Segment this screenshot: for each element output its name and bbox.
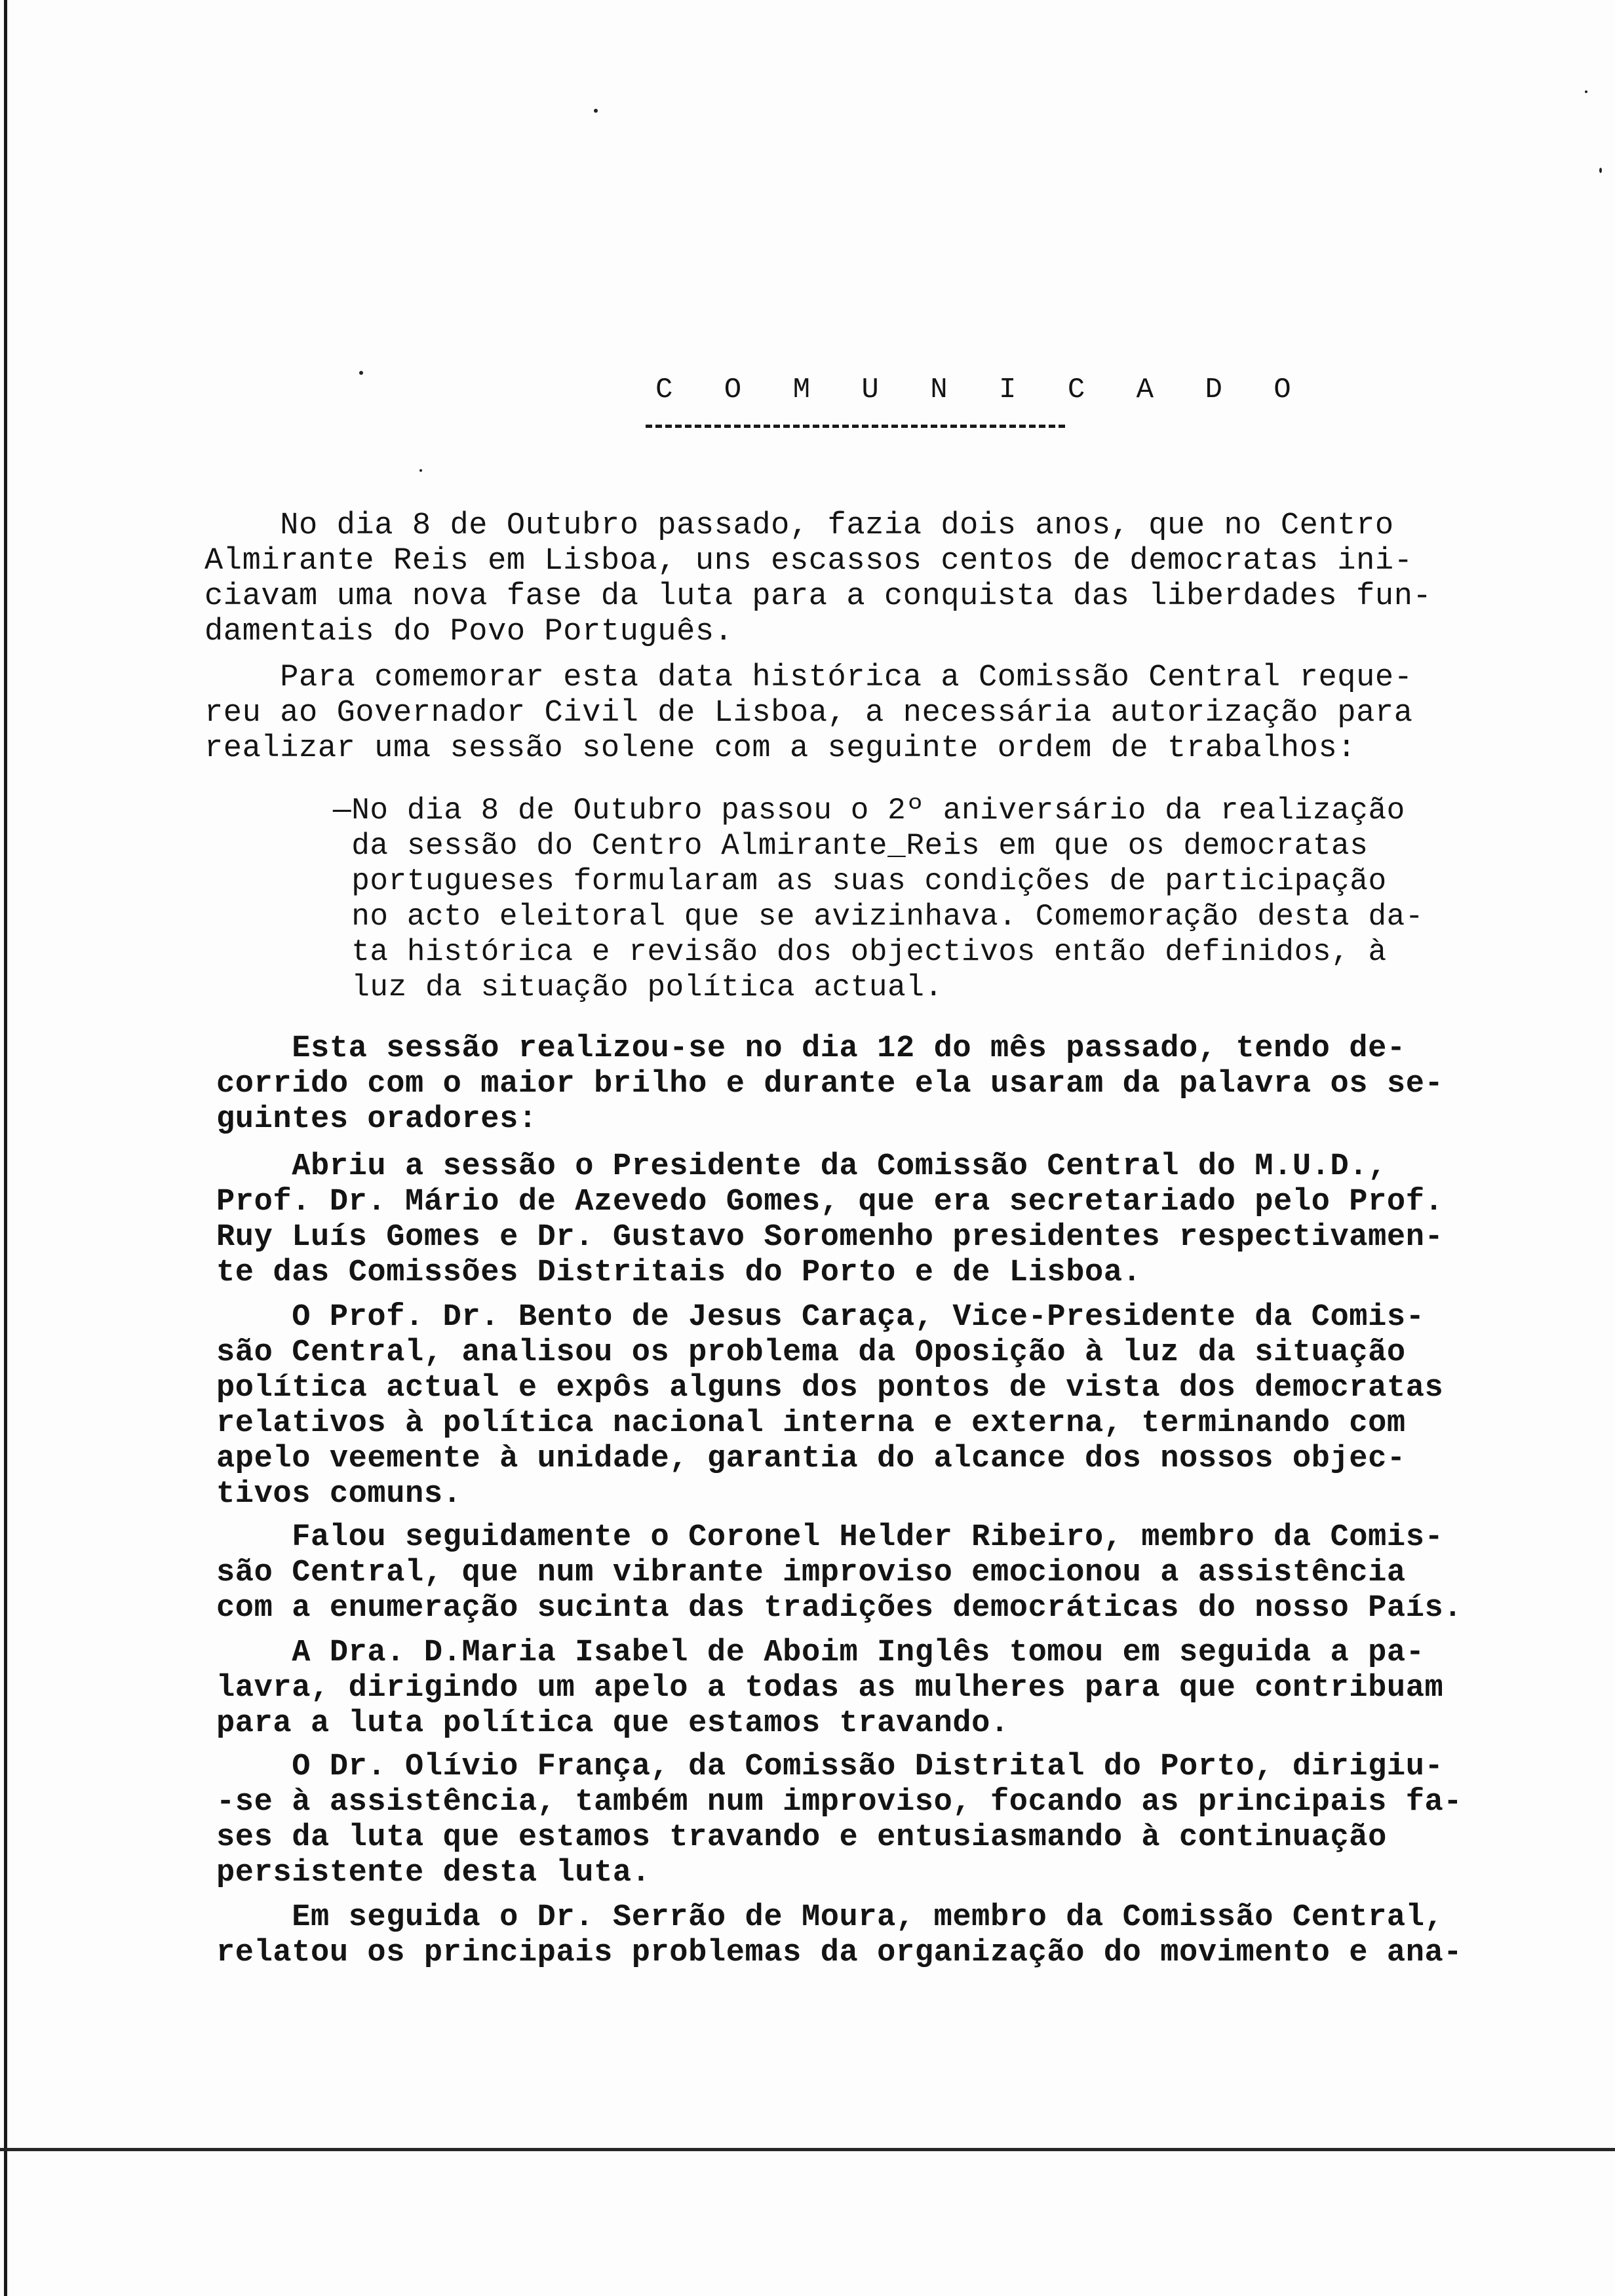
paragraph-1-line-1: No dia 8 de Outubro passado, fazia dois anos, que no Centro [204, 508, 1394, 543]
paragraph-7-line-1: Falou seguidamente o Coronel Helder Ribeiro, membro da Comis- [216, 1520, 1444, 1555]
paper-speck [594, 109, 598, 113]
paragraph-4-line-3: guintes oradores: [216, 1102, 537, 1137]
paragraph-1-line-2: Almirante Reis em Lisboa, uns escassos centos de democratas ini- [204, 544, 1413, 579]
agenda-line-5: ta histórica e revisão dos objectivos então definidos, à [333, 935, 1387, 969]
agenda-line-6: luz da situação política actual. [333, 970, 943, 1004]
paragraph-7-line-3: com a enumeração sucinta das tradições democráticas do nosso País. [216, 1591, 1463, 1626]
paragraph-9-line-4: persistente desta luta. [216, 1856, 651, 1890]
agenda-line-1: —No dia 8 de Outubro passou o 2º aniversário da realização [333, 794, 1405, 828]
paper-speck [419, 469, 422, 472]
paragraph-2-line-2: reu ao Governador Civil de Lisboa, a necessária autorização para [204, 696, 1413, 731]
paragraph-6-line-6: tivos comuns. [216, 1477, 462, 1512]
page-left-edge [4, 0, 7, 2296]
paragraph-5-line-2: Prof. Dr. Mário de Azevedo Gomes, que era secretariado pelo Prof. [216, 1185, 1444, 1219]
paragraph-5-line-1: Abriu a sessão o Presidente da Comissão Central do M.U.D., [216, 1149, 1387, 1184]
paper-speck [359, 371, 363, 375]
paragraph-1-line-4: damentais do Povo Português. [204, 615, 733, 649]
paragraph-8-line-1: A Dra. D.Maria Isabel de Aboim Inglês tomou em seguida a pa- [216, 1636, 1425, 1670]
paragraph-6-line-2: são Central, analisou os problema da Oposição à luz da situação [216, 1335, 1406, 1370]
paragraph-6-line-3: política actual e expôs alguns dos pontos de vista dos democratas [216, 1371, 1444, 1406]
title-underline [646, 425, 1065, 428]
paragraph-10-line-1: Em seguida o Dr. Serrão de Moura, membro da Comissão Central, [216, 1900, 1444, 1935]
agenda-line-3: portugueses formularam as suas condições de participação [333, 864, 1387, 898]
paragraph-2-line-1: Para comemorar esta data histórica a Comissão Central reque- [204, 660, 1413, 695]
paper-speck [1585, 90, 1587, 93]
paragraph-6-line-1: O Prof. Dr. Bento de Jesus Caraça, Vice-Presidente da Comis- [216, 1300, 1425, 1335]
page-bottom-rule [0, 2148, 1615, 2151]
paragraph-5-line-4: te das Comissões Distritais do Porto e de Lisboa. [216, 1255, 1142, 1290]
paragraph-9-line-1: O Dr. Olívio França, da Comissão Distrital do Porto, dirigiu- [216, 1750, 1444, 1784]
paragraph-8-line-3: para a luta política que estamos travando. [216, 1706, 1009, 1741]
paragraph-2-line-3: realizar uma sessão solene com a seguinte ordem de trabalhos: [204, 731, 1357, 766]
paragraph-4-line-1: Esta sessão realizou-se no dia 12 do mês passado, tendo de- [216, 1031, 1406, 1066]
paragraph-4-line-2: corrido com o maior brilho e durante ela usaram da palavra os se- [216, 1067, 1444, 1101]
paragraph-6-line-4: relativos à política nacional interna e externa, terminando com [216, 1406, 1406, 1441]
paragraph-5-line-3: Ruy Luís Gomes e Dr. Gustavo Soromenho presidentes respectivamen- [216, 1220, 1444, 1255]
paragraph-7-line-2: são Central, que num vibrante improviso emocionou a assistência [216, 1556, 1406, 1590]
agenda-line-2: da sessão do Centro Almirante_Reis em que os democratas [333, 829, 1369, 863]
paragraph-9-line-2: -se à assistência, também num improviso, focando as principais fa- [216, 1785, 1463, 1820]
document-title: C O M U N I C A D O [655, 373, 1308, 406]
paper-speck [1599, 168, 1602, 173]
agenda-line-4: no acto eleitoral que se avizinhava. Comemoração desta da- [333, 900, 1424, 934]
paragraph-9-line-3: ses da luta que estamos travando e entusiasmando à continuação [216, 1820, 1387, 1855]
paragraph-6-line-5: apelo veemente à unidade, garantia do alcance dos nossos objec- [216, 1442, 1406, 1476]
paragraph-8-line-2: lavra, dirigindo um apelo a todas as mulheres para que contribuam [216, 1671, 1444, 1706]
paragraph-1-line-3: ciavam uma nova fase da luta para a conquista das liberdades fun- [204, 579, 1432, 614]
paragraph-10-line-2: relatou os principais problemas da organização do movimento e ana- [216, 1936, 1463, 1970]
